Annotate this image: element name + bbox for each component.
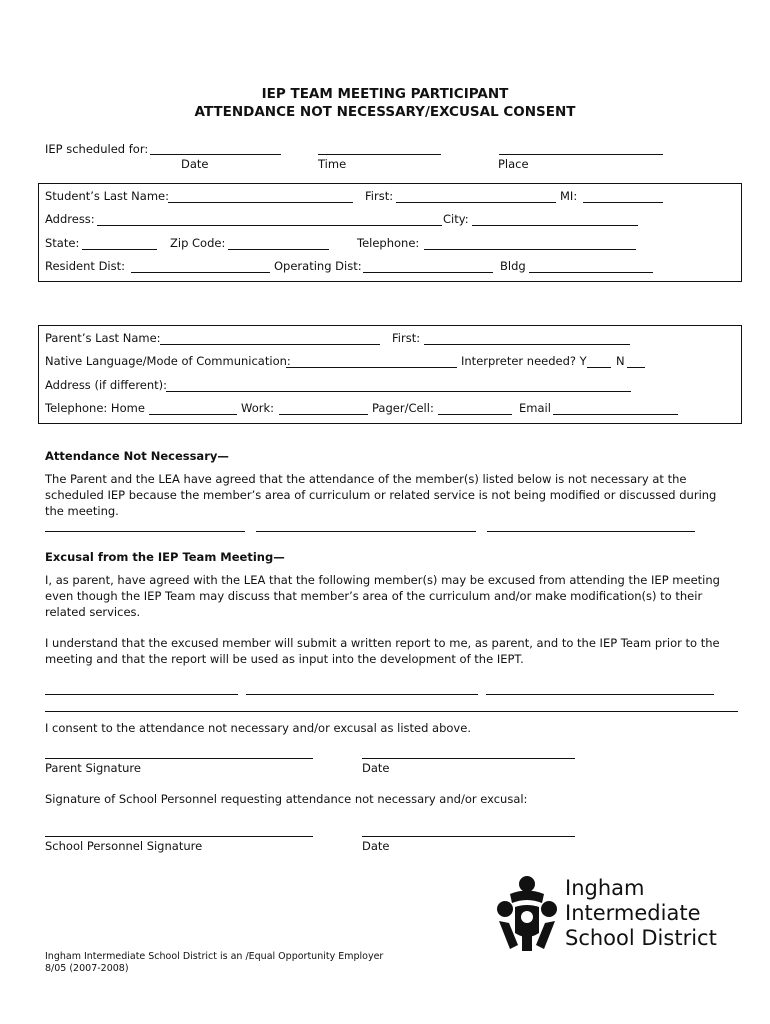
student-mi-field[interactable] <box>583 202 663 203</box>
work-label: Work: <box>241 401 274 415</box>
student-city-field[interactable] <box>472 225 638 226</box>
parent-address-label: Address (if different): <box>45 378 168 392</box>
student-zip-field[interactable] <box>228 249 329 250</box>
parent-first-field[interactable] <box>424 344 630 345</box>
place-caption: Place <box>498 157 529 171</box>
interpreter-label: Interpreter needed? Y <box>461 354 587 368</box>
personnel-request-text: Signature of School Personnel requesting attendance not necessary and/or excusal: <box>45 792 528 806</box>
form-title-line2: ATTENDANCE NOT NECESSARY/EXCUSAL CONSENT <box>194 104 576 120</box>
interpreter-no-label: N <box>616 354 625 368</box>
excusal-body-1: I, as parent, have agreed with the LEA that the following member(s) may be excused from attending the IEP meeting even though the IEP Team may discuss that member’s area of the curriculum and/or make modification(s) to their related services. <box>45 573 720 619</box>
personnel-date-caption: Date <box>362 839 390 853</box>
iep-scheduled-label: IEP scheduled for: <box>45 142 149 156</box>
excusal-body-2: I understand that the excused member will submit a written report to me, as parent, and to the IEP Team prior to the meeting and that the report will be used as input into the development of the IEPT. <box>45 636 720 666</box>
parent-date-field[interactable] <box>362 758 575 759</box>
email-label: Email <box>519 401 551 415</box>
student-last-name-label: Student’s Last Name: <box>45 189 169 203</box>
parent-address-field[interactable] <box>166 391 631 392</box>
parent-first-label: First: <box>392 331 421 345</box>
student-last-name-field[interactable] <box>168 202 353 203</box>
student-mi-label: MI: <box>560 189 578 203</box>
native-language-label: Native Language/Mode of Communication: <box>45 354 291 368</box>
footer-line-2: 8/05 (2007-2008) <box>45 963 129 974</box>
excusal-member-field-2[interactable] <box>246 694 478 695</box>
interpreter-no-field[interactable] <box>627 367 645 368</box>
personnel-date-field[interactable] <box>362 836 575 837</box>
section-divider <box>45 711 738 712</box>
email-field[interactable] <box>553 414 678 415</box>
native-language-field[interactable] <box>286 367 457 368</box>
student-address-field[interactable] <box>97 225 442 226</box>
parent-last-name-field[interactable] <box>160 344 380 345</box>
form-title-line1: IEP TEAM MEETING PARTICIPANT <box>261 86 509 102</box>
student-state-label: State: <box>45 236 80 250</box>
district-logo-icon <box>496 875 558 951</box>
student-first-field[interactable] <box>396 202 556 203</box>
student-zip-label: Zip Code: <box>170 236 226 250</box>
telephone-home-label: Telephone: Home <box>45 401 145 415</box>
interpreter-yes-field[interactable] <box>587 367 611 368</box>
attendance-member-field-2[interactable] <box>256 531 476 532</box>
student-city-label: City: <box>443 212 469 226</box>
attendance-member-field-1[interactable] <box>45 531 245 532</box>
parent-signature-field[interactable] <box>45 758 313 759</box>
work-field[interactable] <box>279 414 368 415</box>
resident-dist-label: Resident Dist: <box>45 259 125 273</box>
logo-line-1: Ingham <box>565 876 645 900</box>
operating-dist-label: Operating Dist: <box>274 259 362 273</box>
student-first-label: First: <box>365 189 394 203</box>
footer-line-1: Ingham Intermediate School District is an /Equal Opportunity Employer <box>45 951 384 962</box>
resident-dist-field[interactable] <box>131 272 270 273</box>
date-caption: Date <box>181 157 209 171</box>
bldg-field[interactable] <box>529 272 653 273</box>
excusal-member-field-1[interactable] <box>45 694 238 695</box>
personnel-signature-field[interactable] <box>45 836 313 837</box>
date-field[interactable] <box>150 154 281 155</box>
operating-dist-field[interactable] <box>363 272 493 273</box>
place-field[interactable] <box>499 154 663 155</box>
excusal-heading: Excusal from the IEP Team Meeting— <box>45 550 285 564</box>
attendance-body: The Parent and the LEA have agreed that the attendance of the member(s) listed below is not necessary at the scheduled IEP because the member’s area of curriculum or related service is not being modified or discussed during the meeting. <box>45 472 717 518</box>
telephone-home-field[interactable] <box>149 414 237 415</box>
logo-line-3: School District <box>565 926 717 950</box>
time-field[interactable] <box>318 154 441 155</box>
time-caption: Time <box>318 157 347 171</box>
pager-label: Pager/Cell: <box>372 401 434 415</box>
student-telephone-field[interactable] <box>424 249 636 250</box>
parent-last-name-label: Parent’s Last Name: <box>45 331 161 345</box>
student-address-label: Address: <box>45 212 95 226</box>
parent-signature-caption: Parent Signature <box>45 761 141 775</box>
excusal-member-field-3[interactable] <box>486 694 714 695</box>
student-telephone-label: Telephone: <box>357 236 420 250</box>
attendance-heading: Attendance Not Necessary— <box>45 449 229 463</box>
logo-line-2: Intermediate <box>565 901 701 925</box>
parent-date-caption: Date <box>362 761 390 775</box>
student-state-field[interactable] <box>82 249 157 250</box>
personnel-signature-caption: School Personnel Signature <box>45 839 203 853</box>
consent-text: I consent to the attendance not necessary and/or excusal as listed above. <box>45 721 471 735</box>
bldg-label: Bldg <box>500 259 526 273</box>
pager-field[interactable] <box>438 414 512 415</box>
attendance-member-field-3[interactable] <box>487 531 695 532</box>
